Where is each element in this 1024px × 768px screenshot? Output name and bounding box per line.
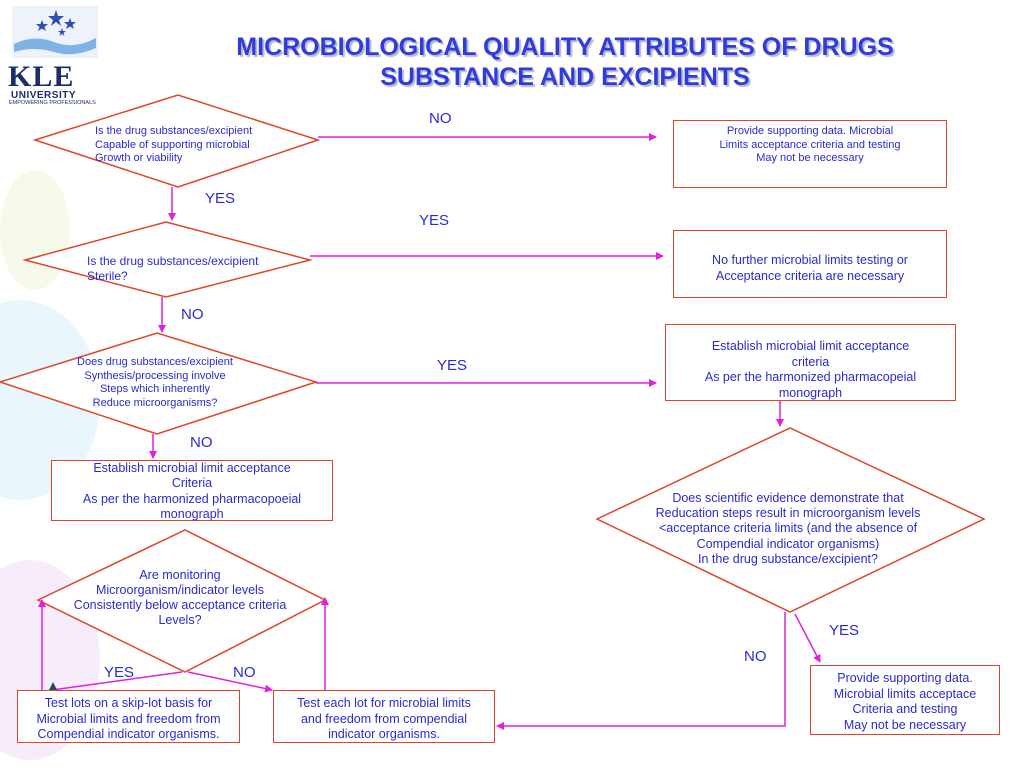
arrow-d5-no bbox=[497, 612, 785, 726]
logo-subname: UNIVERSITY bbox=[11, 90, 77, 101]
edge-label-yes: YES bbox=[104, 664, 135, 681]
outcome-box-supporting-data: Provide supporting data. Microbial Limits acceptance criteria and testing May not be necessary bbox=[673, 120, 947, 188]
outcome-box-test-each-lot: Test each lot for microbial limits and freedom from compendial indicator organisms. bbox=[273, 690, 495, 743]
logo-name: KLE bbox=[8, 60, 75, 93]
decision-text-sterile: Is the drug substances/excipient Sterile? bbox=[87, 254, 259, 283]
decision-text-growth: Is the drug substances/excipient Capable of supporting microbial Growth or viability bbox=[95, 125, 253, 164]
outcome-box-skip-lot: Test lots on a skip-lot basis for Microbial limits and freedom from Compendial indicator organisms. bbox=[17, 690, 240, 743]
edge-label-no: NO bbox=[429, 110, 452, 127]
edge-label-no: NO bbox=[190, 434, 213, 451]
decision-text-evidence: Does scientific evidence demonstrate that Reducation steps result in microorganism levels <acceptance criteria limits (and the absence of Compendial indicator organisms) In the drug substance/excipient? bbox=[655, 491, 921, 566]
edge-label-no: NO bbox=[233, 664, 256, 681]
arrow-d4-no bbox=[188, 672, 272, 690]
page-title-line-2: SUBSTANCE AND EXCIPIENTS bbox=[380, 63, 750, 91]
edge-label-yes: YES bbox=[829, 622, 860, 639]
edge-label-yes: YES bbox=[205, 190, 236, 207]
outcome-box-establish-criteria-right: Establish microbial limit acceptance criteria As per the harmonized pharmacopeial monograph bbox=[665, 324, 956, 401]
edge-label-yes: YES bbox=[437, 357, 468, 374]
bullet-marker-icon bbox=[49, 682, 57, 690]
arrow-d5-yes bbox=[795, 614, 820, 662]
edge-label-no: NO bbox=[744, 648, 767, 665]
logo-tagline: EMPOWERING PROFESSIONALS bbox=[9, 100, 96, 106]
edge-label-yes: YES bbox=[419, 212, 450, 229]
outcome-box-establish-criteria-left: Establish microbial limit acceptance Criteria As per the harmonized pharmacopoeial monograph bbox=[51, 460, 333, 521]
outcome-box-no-testing: No further microbial limits testing or Acceptance criteria are necessary bbox=[673, 230, 947, 298]
outcome-box-supporting-data-final: Provide supporting data. Microbial limits acceptace Criteria and testing May not be necessary bbox=[810, 665, 1000, 735]
decision-text-monitoring: Are monitoring Microorganism/indicator levels Consistently below acceptance criteria Levels? bbox=[73, 568, 287, 627]
page-title-line-1: MICROBIOLOGICAL QUALITY ATTRIBUTES OF DRUGS bbox=[236, 33, 894, 61]
decision-text-reduction: Does drug substances/excipient Synthesis/processing involve Steps which inherently Reduce microorganisms? bbox=[77, 356, 233, 409]
edge-label-no: NO bbox=[181, 306, 204, 323]
